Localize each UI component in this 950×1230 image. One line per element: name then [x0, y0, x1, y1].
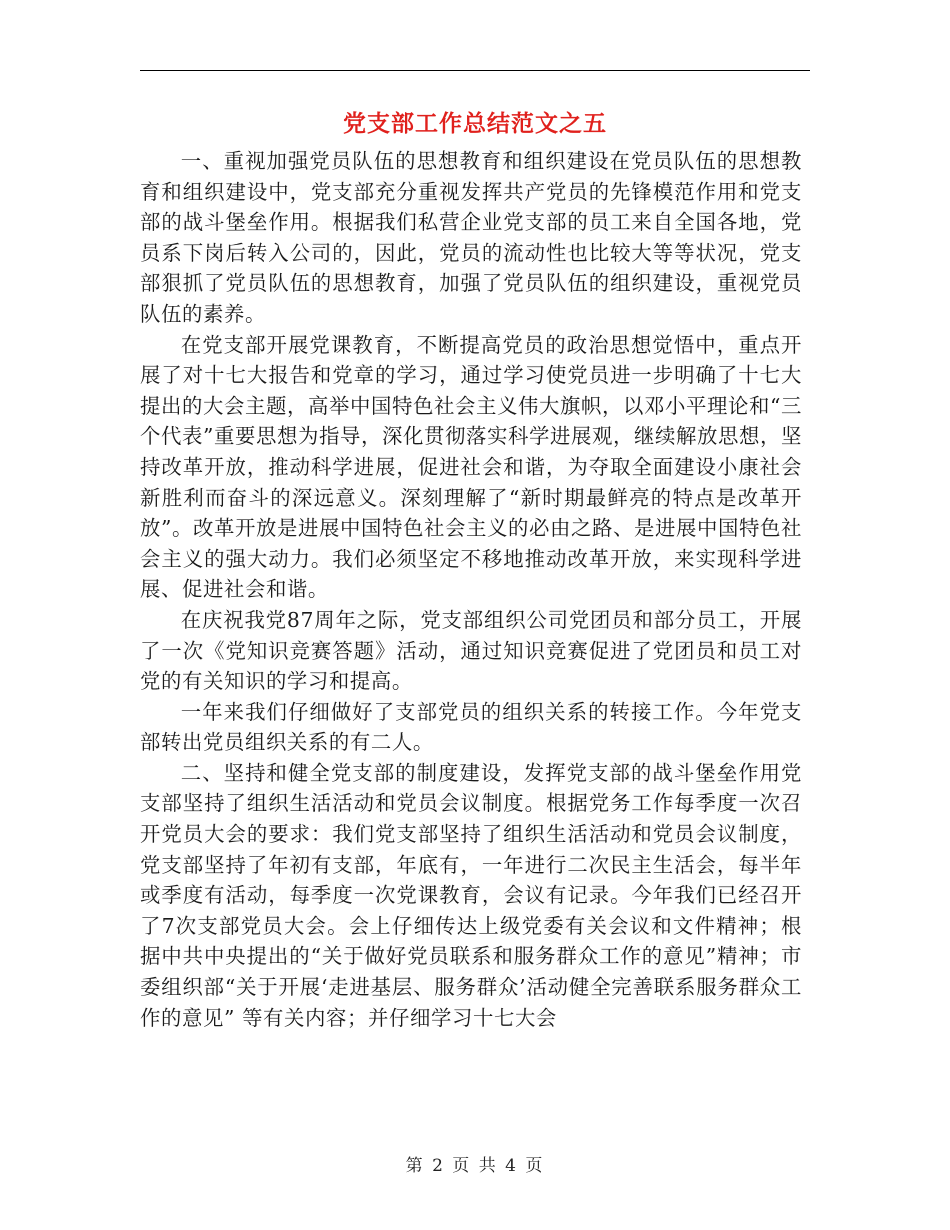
paragraph-4: 一年来我们仔细做好了支部党员的组织关系的转接工作。今年党支部转出党员组织关系的有二人。 [140, 699, 802, 755]
page-number-footer: 第 2 页 共 4 页 [405, 1156, 545, 1176]
header-rule [140, 70, 810, 71]
document-title: 党支部工作总结范文之五 [343, 111, 607, 137]
paragraph-5: 二、坚持和健全党支部的制度建设，发挥党支部的战斗堡垒作用党支部坚持了组织生活活动和党员会议制度。根据党务工作每季度一次召开党员大会的要求：我们党支部坚持了组织生活活动和党员会议制度，党支部坚持了年初有支部，年底有，一年进行二次民主生活会，每半年或季度有活动，每季度一次党课教育，会议有记录。今年我们已经召开了7次支部党员大会。会上仔细传达上级党委有关会议和文件精神；根据中共中央提出的“关于做好党员联系和服务群众工作的意见”精神；市委组织部“关于开展‘走进基层、服务群众’活动健全完善联系服务群众工作的意见” 等有关内容；并仔细学习十七大会 [140, 760, 802, 1030]
document-body [140, 146, 802, 1033]
paragraph-1: 一、重视加强党员队伍的思想教育和组织建设在党员队伍的思想教育和组织建设中，党支部充分重视发挥共产党员的先锋模范作用和党支部的战斗堡垒作用。根据我们私营企业党支部的员工来自全国各地，党员系下岗后转入公司的，因此，党员的流动性也比较大等等状况，党支部狠抓了党员队伍的思想教育，加强了党员队伍的组织建设，重视党员队伍的素养。 [140, 149, 802, 326]
paragraph-2: 在党支部开展党课教育，不断提高党员的政治思想觉悟中，重点开展了对十七大报告和党章的学习，通过学习使党员进一步明确了十七大提出的大会主题，高举中国特色社会主义伟大旗帜，以邓小平理论和“三个代表”重要思想为指导，深化贯彻落实科学进展观，继续解放思想，坚持改革开放，推动科学进展，促进社会和谐，为夺取全面建设小康社会新胜利而奋斗的深远意义。深刻理解了“新时期最鲜亮的特点是改革开放”。改革开放是进展中国特色社会主义的必由之路、是进展中国特色社会主义的强大动力。我们必须坚定不移地推动改革开放，来实现科学进展、促进社会和谐。 [140, 332, 802, 602]
paragraph-3: 在庆祝我党87周年之际，党支部组织公司党团员和部分员工，开展了一次《党知识竞赛答题》活动，通过知识竞赛促进了党团员和员工对党的有关知识的学习和提高。 [140, 607, 802, 694]
